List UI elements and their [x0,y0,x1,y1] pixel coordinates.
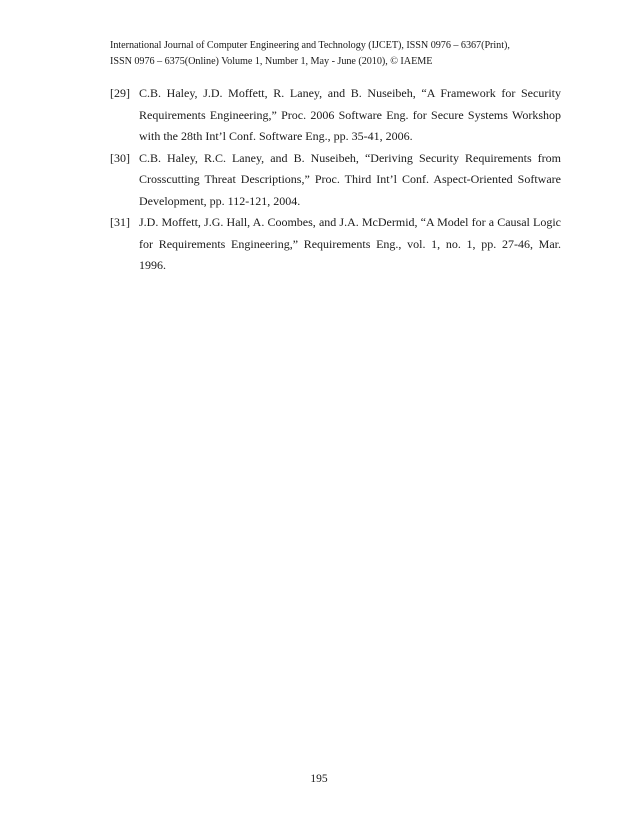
running-header [110,38,550,70]
header-line-2: ISSN 0976 – 6375(Online) Volume 1, Number 1, May - June (2010), © IAEME [110,56,433,67]
reference-number: [29] [110,86,130,100]
reference-text: C.B. Haley, J.D. Moffett, R. Laney, and B. Nuseibeh, “A Framework for Security Requirements Engineering,” Proc. 2006 Software Eng. for Secure Systems Workshop with the 28th Int’l Conf. Software Eng., pp. 35-41, 2006. [139,86,561,143]
reference-text: J.D. Moffett, J.G. Hall, A. Coombes, and J.A. McDermid, “A Model for a Causal Logic for Requirements Engineering,” Requirements Eng., vol. 1, no. 1, pp. 27-46, Mar. 1996. [139,215,561,272]
reference-item-31 [110,212,561,277]
reference-item-30 [110,148,561,213]
reference-item-29 [110,83,561,148]
reference-number: [31] [110,215,130,229]
page-number: 195 [310,773,328,785]
reference-text: C.B. Haley, R.C. Laney, and B. Nuseibeh, “Deriving Security Requirements from Crosscutting Threat Descriptions,” Proc. Third Int’l Conf. Aspect-Oriented Software Development, pp. 112-121, 2004. [139,150,561,208]
header-line-1: International Journal of Computer Engineering and Technology (IJCET), ISSN 0976 – 6367(Print), [110,40,510,51]
reference-number: [30] [110,150,130,165]
reference-list [110,83,561,277]
